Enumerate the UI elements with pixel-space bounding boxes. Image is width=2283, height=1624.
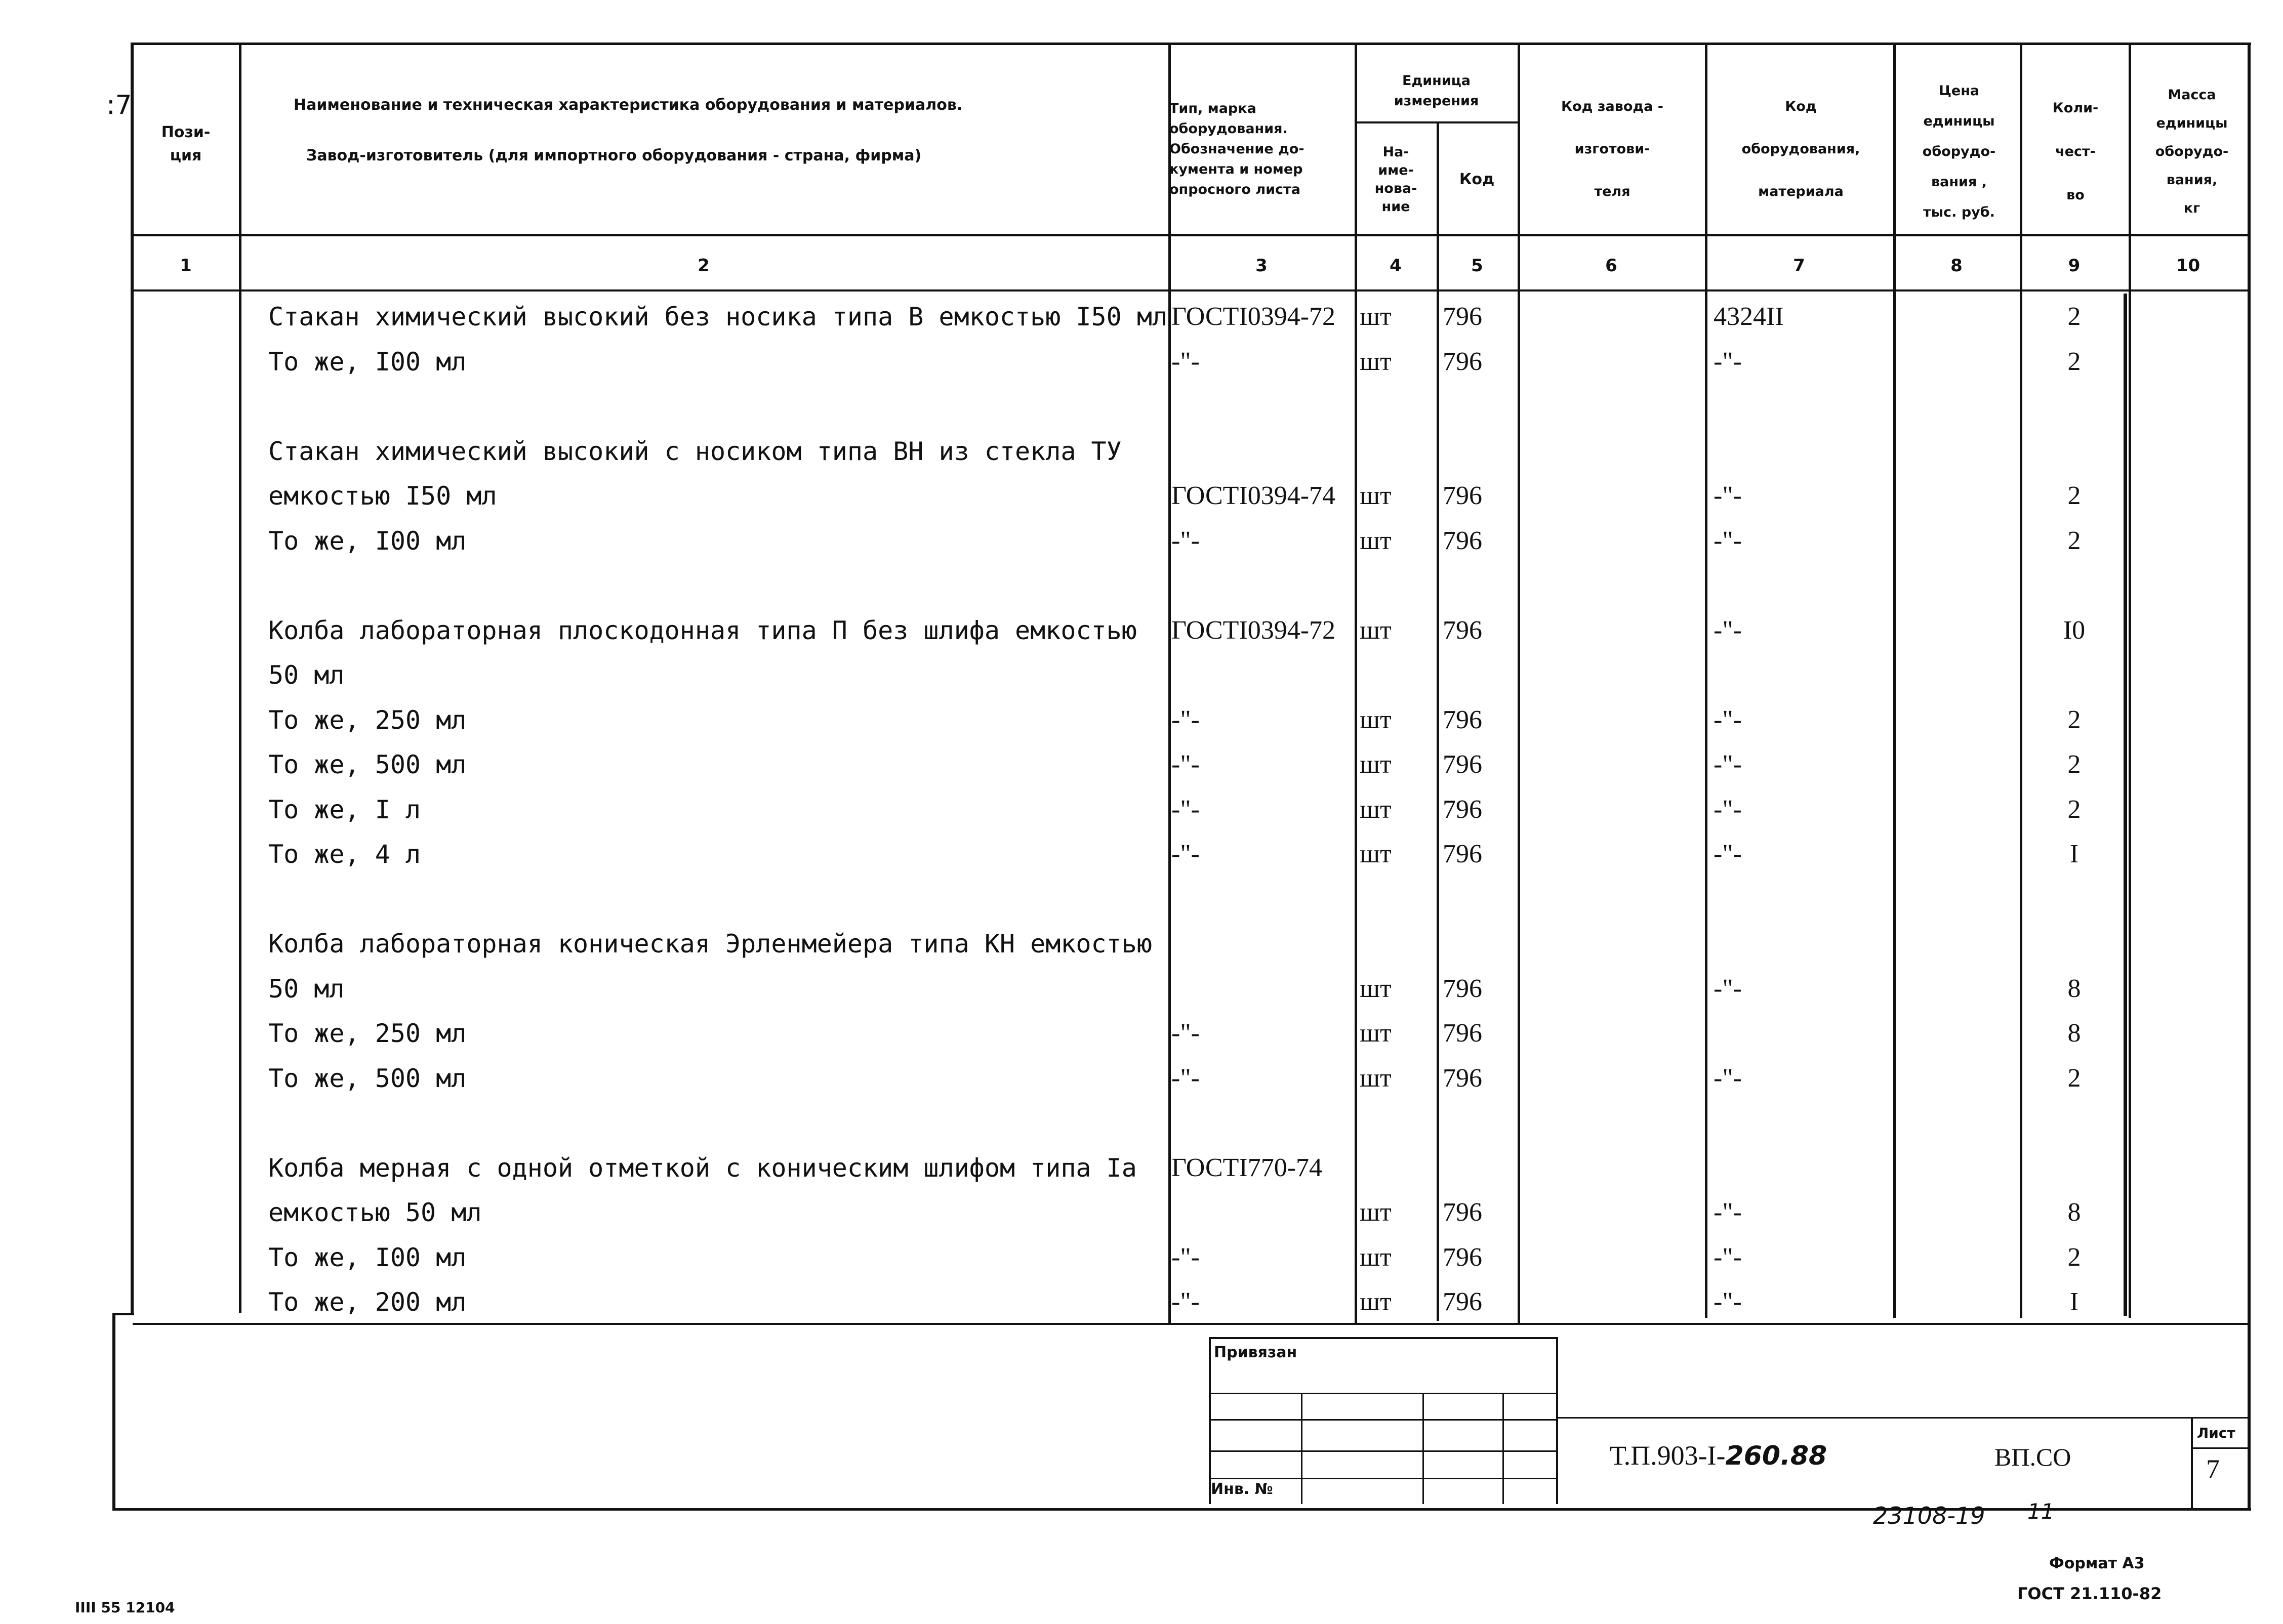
header-name-line2: Завод-изготовитель (для импортного оборудования - страна, фирма)	[306, 147, 922, 164]
column-rule-5	[1518, 43, 1520, 1323]
row-unit-code: 796	[1443, 1287, 1482, 1316]
row-unit-code: 796	[1443, 1019, 1482, 1048]
row-unit-code: 796	[1443, 795, 1482, 824]
column-rule-7	[1893, 43, 1896, 1318]
stamp-inventory-label: Инв. №	[1211, 1480, 1273, 1498]
column-number-5: 5	[1471, 256, 1483, 276]
row-document: -"-	[1171, 750, 1200, 779]
row-item-name: То же, 200 мл	[268, 1287, 467, 1317]
row-unit-name: шт	[1360, 1063, 1392, 1093]
column-number-7: 7	[1793, 256, 1805, 276]
format-label: Формат А3	[2049, 1555, 2145, 1572]
row-unit-name: шт	[1360, 302, 1392, 331]
column-rule-9	[2129, 43, 2131, 1318]
row-quantity: 2	[2067, 1063, 2081, 1093]
row-item-name: То же, 4 л	[268, 840, 421, 869]
header-unit-code: Код	[1459, 171, 1495, 188]
sheet-box-mid	[2191, 1447, 2249, 1449]
frame-left-lower	[112, 1313, 115, 1510]
column-rule-3	[1355, 43, 1357, 1323]
row-document: ГОСТI0394-72	[1171, 615, 1336, 645]
stamp-row-rule-1	[1209, 1393, 1558, 1394]
row-unit-code: 796	[1443, 615, 1482, 645]
row-unit-code: 796	[1443, 302, 1482, 331]
stamp-col-rule-2	[1422, 1393, 1424, 1504]
row-unit-name: шт	[1360, 615, 1392, 645]
row-unit-name: шт	[1360, 705, 1392, 734]
title-block-top	[1558, 1417, 2191, 1419]
row-item-name: То же, I00 мл	[268, 347, 467, 377]
row-unit-code: 796	[1443, 347, 1482, 376]
stamp-row-rule-4	[1209, 1478, 1558, 1479]
row-document: -"-	[1171, 1019, 1200, 1048]
header-position: Пози- ция	[161, 123, 211, 164]
stamp-row-rule-3	[1209, 1450, 1558, 1452]
row-unit-name: шт	[1360, 347, 1392, 376]
row-unit-code: 796	[1443, 1063, 1482, 1093]
print-code: ІІІІ 55 12104	[75, 1599, 175, 1616]
row-material-code: -"-	[1714, 615, 1742, 645]
stamp-sheet-number: 7	[2206, 1454, 2220, 1484]
row-unit-name: шт	[1360, 1198, 1392, 1227]
row-quantity: 2	[2067, 705, 2081, 734]
row-quantity: I0	[2063, 615, 2086, 645]
row-document: -"-	[1171, 705, 1200, 734]
column-number-9: 9	[2068, 256, 2081, 276]
frame-right	[2248, 43, 2251, 1510]
row-item-name: То же, 500 мл	[268, 750, 467, 779]
header-quantity: Коли- чест- во	[2052, 100, 2099, 203]
row-unit-name: шт	[1360, 1019, 1392, 1048]
stamp-document-number: Т.П.903-I-260.88	[1610, 1440, 1827, 1471]
row-unit-code: 796	[1443, 481, 1482, 510]
header-doc-type: Тип, марка оборудования. Обозначение до- кумента и номер опросного листа	[1169, 101, 1304, 197]
stamp-row-rule-2	[1209, 1419, 1558, 1421]
header-material-code: Код оборудования, материала	[1741, 99, 1860, 199]
row-quantity: 2	[2067, 795, 2081, 824]
row-item-name: То же, I00 мл	[268, 1242, 467, 1272]
quantity-block-edge	[2124, 294, 2127, 1316]
row-document: -"-	[1171, 526, 1200, 555]
row-quantity: 2	[2067, 347, 2081, 376]
row-item-name: Стакан химический высокий без носика типа В емкостью I50 мл	[268, 302, 1168, 331]
row-material-code: -"-	[1714, 1242, 1742, 1272]
row-material-code: -"-	[1714, 795, 1742, 824]
row-document: -"-	[1171, 1063, 1200, 1093]
sheet-box-left	[2191, 1417, 2193, 1508]
row-unit-name: шт	[1360, 795, 1392, 824]
row-item-name: Стакан химический высокий с носиком типа ВН из стекла ТУ	[268, 436, 1122, 466]
row-unit-code: 796	[1443, 1242, 1482, 1272]
row-item-name: 50 мл	[268, 660, 345, 690]
row-item-name: емкостью I50 мл	[268, 481, 497, 511]
row-document: ГОСТI0394-72	[1171, 302, 1336, 331]
column-number-4: 4	[1390, 256, 1402, 276]
row-material-code: 4324II	[1714, 302, 1784, 331]
row-document: ГОСТI770-74	[1171, 1153, 1323, 1182]
handwritten-registration-suffix: 11	[2027, 1499, 2055, 1524]
header-name-line1: Наименование и техническая характеристика оборудования и материалов.	[294, 96, 963, 114]
table-body-bottom	[133, 1323, 2249, 1325]
row-item-name: 50 мл	[268, 974, 345, 1004]
row-unit-name: шт	[1360, 974, 1392, 1003]
row-document: -"-	[1171, 347, 1200, 376]
column-number-6: 6	[1605, 256, 1617, 276]
row-document: ГОСТI0394-74	[1171, 481, 1336, 510]
row-quantity: 2	[2067, 750, 2081, 779]
row-document: -"-	[1171, 1242, 1200, 1272]
row-unit-name: шт	[1360, 1242, 1392, 1272]
row-quantity: I	[2069, 1287, 2079, 1316]
row-quantity: 8	[2067, 1019, 2081, 1048]
handwritten-registration-number: 23108-19	[1873, 1502, 1985, 1529]
row-material-code: -"-	[1714, 526, 1742, 555]
header-unit-name: На- име- нова- ние	[1374, 144, 1417, 215]
row-quantity: 2	[2067, 1242, 2081, 1272]
colnum-bottom-rule	[133, 289, 2249, 292]
column-number-2: 2	[698, 256, 710, 276]
sheet-box-top	[2191, 1417, 2249, 1419]
frame-top	[133, 43, 2251, 45]
row-quantity: 2	[2067, 481, 2081, 510]
stamp-col-rule-1	[1301, 1393, 1302, 1504]
frame-left-upper	[131, 43, 134, 1313]
row-document: -"-	[1171, 795, 1200, 824]
row-item-name: Колба мерная с одной отметкой с коническим шлифом типа Iа	[268, 1153, 1137, 1183]
row-material-code: -"-	[1714, 750, 1742, 779]
stamp-sheet-label: Лист	[2197, 1425, 2235, 1441]
row-material-code: -"-	[1714, 974, 1742, 1003]
column-rule-1	[239, 43, 241, 1313]
column-number-1: 1	[180, 256, 192, 276]
row-unit-name: шт	[1360, 526, 1392, 555]
row-quantity: 2	[2067, 302, 2081, 331]
row-document: -"-	[1171, 840, 1200, 868]
column-number-3: 3	[1255, 256, 1268, 276]
row-item-name: То же, I л	[268, 795, 421, 824]
row-quantity: 8	[2067, 1198, 2081, 1227]
stamp-handwritten-number: 260.88	[1725, 1441, 1827, 1471]
row-item-name: То же, 250 мл	[268, 705, 467, 735]
row-document: -"-	[1171, 1287, 1200, 1316]
row-unit-code: 796	[1443, 974, 1482, 1003]
header-factory-code: Код завода - изготови- теля	[1561, 99, 1663, 199]
row-unit-code: 796	[1443, 1198, 1482, 1227]
stamp-linked-label: Привязан	[1214, 1344, 1297, 1361]
header-mass: Масса единицы оборудо- вания, кг	[2155, 87, 2229, 216]
row-quantity: 2	[2067, 526, 2081, 555]
stamp-top	[1209, 1337, 1558, 1339]
header-unit-group: Единица измерения	[1394, 73, 1479, 109]
stamp-section-code: ВП.СО	[1994, 1443, 2071, 1471]
row-unit-name: шт	[1360, 750, 1392, 779]
row-material-code: -"-	[1714, 1063, 1742, 1093]
row-material-code: -"-	[1714, 1198, 1742, 1227]
row-item-name: То же, I00 мл	[268, 526, 467, 556]
column-rule-8	[2020, 43, 2022, 1318]
corner-mark: :7	[106, 90, 132, 120]
row-item-name: емкостью 50 мл	[268, 1198, 482, 1227]
row-item-name: То же, 250 мл	[268, 1019, 467, 1048]
row-material-code: -"-	[1714, 347, 1742, 376]
row-unit-name: шт	[1360, 1287, 1392, 1316]
column-rule-2	[1168, 43, 1171, 1323]
column-rule-6	[1705, 43, 1707, 1318]
row-quantity: I	[2069, 840, 2079, 868]
row-material-code: -"-	[1714, 1287, 1742, 1316]
row-unit-code: 796	[1443, 840, 1482, 868]
row-unit-code: 796	[1443, 750, 1482, 779]
row-item-name: То же, 500 мл	[268, 1063, 467, 1093]
row-unit-code: 796	[1443, 526, 1482, 555]
row-unit-name: шт	[1360, 481, 1392, 510]
row-quantity: 8	[2067, 974, 2081, 1003]
stamp-col-rule-3	[1502, 1393, 1504, 1504]
row-unit-code: 796	[1443, 705, 1482, 734]
frame-left-step	[114, 1313, 134, 1315]
column-rule-4	[1437, 121, 1439, 1321]
header-price: Цена единицы оборудо- вания , тыс. руб.	[1922, 83, 1996, 220]
gost-label: ГОСТ 21.110-82	[2017, 1584, 2162, 1603]
row-unit-name: шт	[1360, 840, 1392, 868]
column-number-8: 8	[1950, 256, 1963, 276]
row-material-code: -"-	[1714, 705, 1742, 734]
row-material-code: -"-	[1714, 481, 1742, 510]
row-material-code: -"-	[1714, 840, 1742, 868]
column-number-10: 10	[2176, 256, 2200, 276]
row-item-name: Колба лабораторная коническая Эрленмейера типа КН емкостью	[268, 929, 1152, 959]
header-bottom-rule	[133, 234, 2249, 236]
row-item-name: Колба лабораторная плоскодонная типа П без шлифа емкостью	[268, 615, 1137, 645]
